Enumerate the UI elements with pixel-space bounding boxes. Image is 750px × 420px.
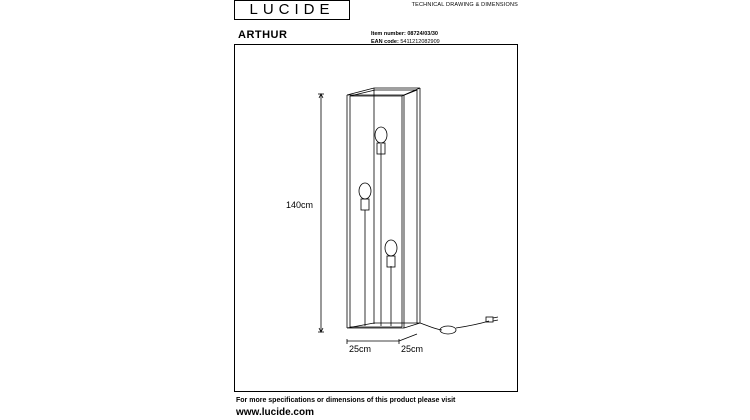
bulb-icon [359, 183, 371, 199]
product-name: ARTHUR [238, 29, 288, 41]
footer-note: For more specifications or dimensions of this product please visit [236, 397, 456, 404]
ean-value: 5411212082909 [400, 39, 440, 45]
logo-text: LUCIDE [249, 1, 335, 18]
foot-switch-icon [440, 326, 456, 334]
item-number-row [371, 30, 440, 38]
bulb-icon [375, 127, 387, 143]
width-label: 25cm [349, 344, 372, 354]
item-number-label: Item number: [371, 31, 406, 37]
depth-dimension-line [399, 334, 417, 341]
footer-url[interactable]: www.lucide.com [236, 407, 314, 418]
ean-label: EAN code: [371, 39, 399, 45]
depth-label: 25cm [401, 344, 424, 354]
document-type: TECHNICAL DRAWING & DIMENSIONS [411, 2, 518, 8]
lucide-logo [234, 0, 352, 22]
height-label: 140cm [286, 200, 314, 210]
technical-drawing [234, 44, 518, 392]
item-number-value: 08724/03/30 [407, 31, 438, 37]
bulb-icon [385, 240, 397, 256]
